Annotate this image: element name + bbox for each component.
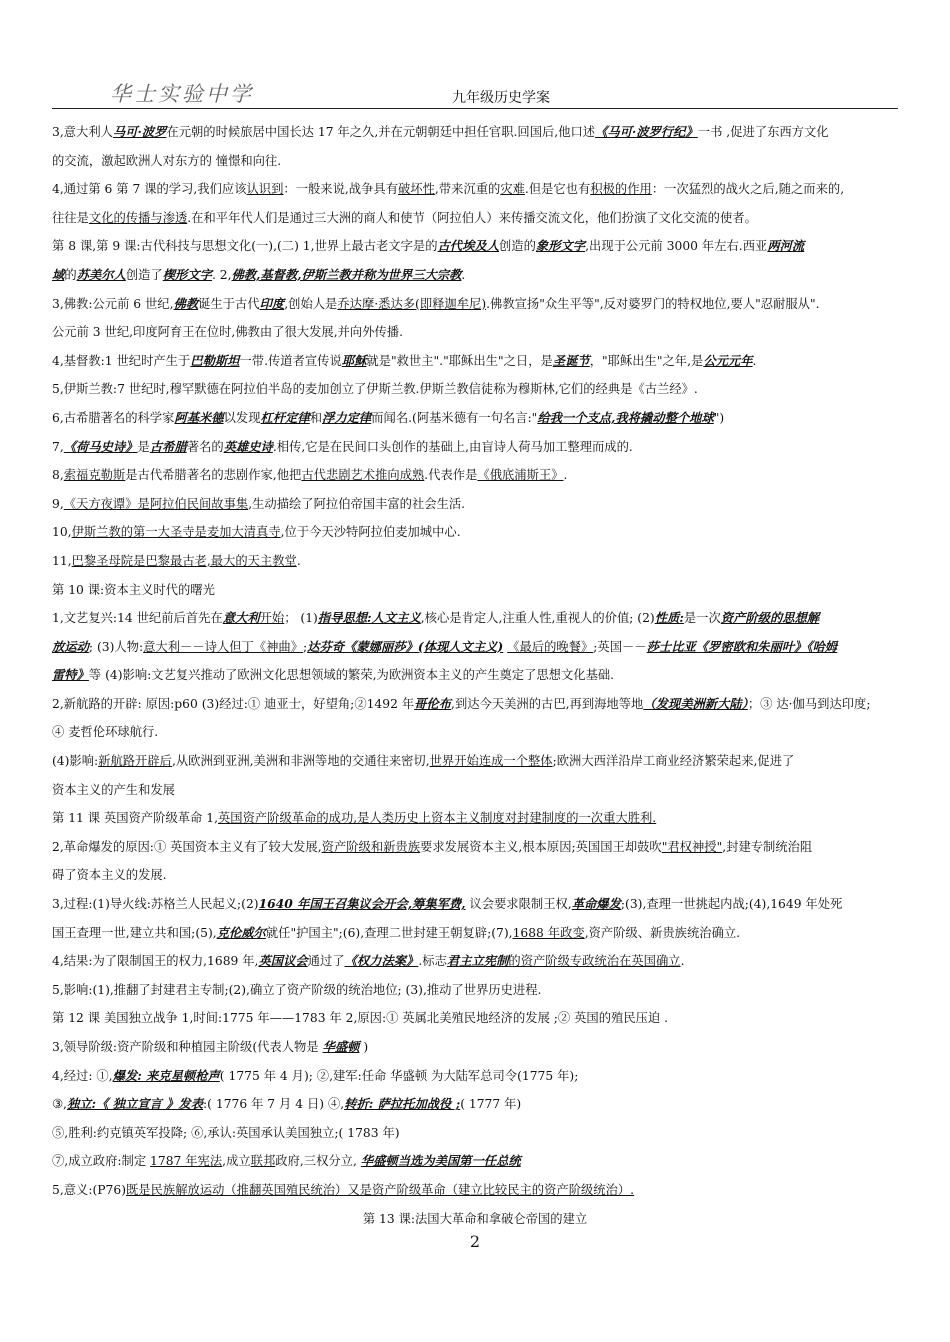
key-term: 华盛顿当选为美国第一任总统 [360,1153,521,1169]
text-segment: 9, [52,496,64,511]
text-line [52,375,898,404]
text-segment: .相传,它是在民间口头创作的基础上,由盲诗人荷马加工整理而成的. [272,439,633,454]
text-segment: 4,结果:为了限制国王的权力,1689 年, [52,954,259,969]
key-term: 杠杆定律 [260,409,310,425]
text-segment: ,位于今天沙特阿拉伯麦加城中心. [280,525,461,540]
text-line [52,1176,898,1205]
text-line [52,690,898,719]
text-segment: 和 [309,410,323,425]
text-segment: ：一般来说,战争具有 [283,182,398,197]
key-term: 英国议会 [258,953,308,969]
text-segment: 4,基督教:1 世纪时产生于 [52,353,191,368]
text-line [52,147,898,176]
text-line [52,232,898,261]
text-segment: 一书 ,促进了东西方文化 [697,125,829,139]
key-term: 古代埃及人 [437,238,499,254]
key-term: 公元元年 [703,352,753,368]
text-line [52,261,898,290]
text-segment: 6,古希腊著名的科学家 [52,410,175,425]
text-segment: ;英国－－ [593,639,647,654]
text-segment: 往往是 [52,210,89,225]
text-line [52,1147,898,1176]
key-term: 《权力法案》 [344,953,419,969]
key-term: 君主立宪制 [446,953,509,969]
text-line [52,290,898,319]
text-segment: 著名的 [186,439,224,454]
text-line [52,861,898,890]
key-term: 爆发: 来克星顿枪声 [112,1067,220,1083]
text-segment: 的交流，激起欧洲人对东方的 憧憬和向往. [52,153,282,168]
key-term: 革命爆发 [571,896,621,912]
text-segment: . [563,468,568,483]
text-segment: . 2, [211,267,232,282]
text-segment: . [461,267,466,282]
key-term: 《荷马史诗》 [63,438,138,454]
text-segment: ⑦,成立政府:制定 [52,1154,151,1169]
underlined-text: 文化的传播与渗透 [88,210,188,225]
text-line [52,718,898,747]
text-line [52,604,898,633]
text-line [52,518,898,547]
text-line [52,433,898,462]
text-segment: ；③ 达·伽马到达印度; [747,696,871,711]
text-segment: ,从欧洲到亚洲,美洲和非洲等地的交通往来密切, [171,754,430,769]
school-logo: 华士实验中学 [110,82,254,106]
underlined-text: 积极的作用 [590,182,652,197]
key-term: 给我一个支点,我将撬动整个地球 [537,409,714,425]
text-segment: ：一次猛烈的战火之后,随之而来的, [651,182,845,197]
text-line [52,204,898,233]
underlined-text: 破坏性 [398,182,435,197]
text-line [52,747,898,776]
key-term: 两河流 [767,238,805,254]
text-segment: 4,通过第 6 第 7 课的学习,我们应该 [52,182,247,197]
key-term: 马可·波罗 [112,124,167,139]
key-term: 意大利 [222,610,260,626]
text-segment: 2,新航路的开辟: 原因:p60 (3)经过:① 迪亚士，好望角;②1492 年 [52,696,415,711]
text-line [52,1205,898,1234]
text-segment: . [680,954,685,969]
text-segment: 一带.传道者宣传说 [239,353,342,368]
underlined-text: 乔达摩·悉达多(即释迦牟尼) [337,296,487,311]
key-term: 佛教 [173,295,199,311]
underlined-text: 意大利－－诗人但丁《神曲》 [143,639,303,654]
text-segment: 5,意义:(P76) [52,1182,126,1197]
text-line [52,633,898,662]
text-segment: 11, [52,553,72,568]
text-line [52,1119,898,1148]
key-term: 放运动 [52,638,89,654]
text-segment: 通过了 [307,954,345,969]
text-segment: :( 1776 年 7 月 4 日) ④, [203,1097,345,1112]
text-segment: 在元朝的时候旅居中国长达 17 年之久,并在元朝朝廷中担任官职.回国后,他口述 [166,125,596,139]
text-segment: 是 [137,439,150,454]
text-line [52,404,898,433]
text-segment: 7, [52,439,64,454]
underlined-text: 《最后的晚餐》 [507,639,594,654]
text-segment: 是一次 [683,611,721,626]
text-segment: ,带来沉重的 [434,182,501,197]
key-term: 达芬奇《蒙娜丽莎》(体现人文主义) [307,638,504,654]
underlined-text: 的资产阶级专政统治在英国确立 [508,954,681,969]
key-term: 性质: [654,610,684,626]
key-term: 苏美尔人 [76,266,126,282]
underlined-text: 灾难 [500,182,525,197]
text-segment: 诞生于古代 [198,296,260,311]
text-segment: ③, [52,1097,67,1112]
underlined-text: 伊斯兰教的第一大圣寺是麦加大清真寺 [71,525,281,540]
text-segment: .在和平年代人们是通过三大洲的商人和使节（阿拉伯人）来传播交流文化，他们扮演了文化交流的使者。 [187,210,757,225]
text-segment: 第 8 课,第 9 课:古代科技与思想文化(一),(二) 1,世界上最古老文字是的 [52,239,438,254]
key-term: 克伦威尔 [216,924,266,940]
text-segment: 第 10 课:资本主义时代的曙光 [52,582,215,597]
text-segment: .佛教宣扬"众生平等",反对婆罗门的特权地位,要人"忍耐服从". [486,296,820,311]
underlined-text: 英国资产阶级革命的成功,是人类历史上资本主义制度对封建制度的一次重大胜利. [217,811,657,826]
underlined-text: "君权神授" [661,839,723,854]
text-line [52,490,898,519]
text-segment: ，"耶稣出生"之年,是 [589,353,704,368]
text-line [52,1033,898,1062]
text-segment: ,资产阶级、新贵族统治确立. [584,925,741,940]
text-segment: .代表作是 [424,468,478,483]
text-line [52,347,898,376]
text-segment: ( 1777 年) [460,1097,522,1112]
text-line [52,776,898,805]
underlined-text: 认识到 [246,182,284,197]
text-segment: ,到达今天美洲的古巴,再到海地等地 [451,696,644,711]
text-segment: ; (3)人物: [88,639,144,654]
text-segment: 3,佛教:公元前 6 世纪, [52,296,174,311]
underlined-text: 资产阶级和新贵族 [321,839,421,854]
page-number: 2 [469,1232,481,1251]
key-term: 转折: 萨拉托加战役 ; [344,1096,461,1112]
text-segment: 第 12 课 美国独立战争 1,时间:1775 年——1783 年 2,原因:① 英属北美殖民地经济的发展 ;② 英国的殖民压迫 . [52,1011,669,1026]
key-term: 佛教,基督教,伊斯兰教并称为世界三大宗教 [231,266,462,282]
text-line [52,947,898,976]
key-term: 域 [52,266,65,282]
text-segment: 第 11 课 英国资产阶级革命 1, [52,811,218,826]
text-segment: 创造了 [125,267,163,282]
text-line [52,461,898,490]
text-segment: ,出现于公元前 3000 年左右.西亚 [585,239,768,254]
underlined-text: 既是民族解放运动（推翻英国殖民统治）又是资产阶级革命（建立比较民主的资产阶级统治）. [126,1182,635,1197]
key-term: 古希腊 [149,438,187,454]
key-term: 雷特》 [52,667,89,683]
text-segment: 1,文艺复兴:14 世纪前后首先在 [52,611,223,626]
underlined-text: 古代悲剧艺术推向成熟 [301,468,425,483]
key-term: 浮力定律 [322,409,372,425]
text-line [52,118,898,147]
text-segment: ") [713,410,725,425]
text-segment: 3,过程:(1)导火线:苏格兰人民起义;(2) [52,897,259,912]
text-segment: ( 1775 年 4 月); ②,建军:任命 华盛顿 为大陆军总司令(1775 年); [219,1068,579,1083]
key-term: 巴勒斯坦 [190,352,240,368]
document-title: 九年级历史学案 [452,90,550,106]
text-segment: . [296,553,301,568]
page-header [52,78,898,109]
text-segment: 要求发展资本主义,根本原因;英国国王却鼓吹 [420,839,662,854]
text-segment: ⑤,胜利:约克镇英军投降; ⑥,承认:英国承认美国独立;( 1783 年) [52,1125,400,1140]
text-segment: 创造的 [499,239,536,254]
text-segment: ;欧洲大西洋沿岸工商业经济繁荣起来,促进了 [552,754,795,769]
underlined-text: 索福克勒斯 [63,468,126,483]
text-segment: 政府,三权分立, [275,1154,361,1169]
underlined-text: 世界开始连成一个整体 [429,754,553,769]
text-segment: ) [359,1040,369,1054]
key-term: 阿基米德 [174,409,224,425]
text-segment: (4)影响: [52,754,99,769]
key-term: 独立:《 独立宣言 》发表 [66,1096,204,1112]
text-line [52,547,898,576]
text-segment: 就任"护国主";(6),查理二世封建王朝复辟;(7), [265,925,513,940]
key-term: 楔形文字 [162,266,212,282]
text-segment: ;(3),查理一世挑起内战;(4),1649 年处死 [620,897,843,912]
text-segment: 的 [64,267,77,282]
text-segment: 以发现 [223,410,261,425]
text-line [52,1004,898,1033]
text-segment: 4,经过: ①, [52,1068,113,1083]
text-line [52,919,898,948]
text-segment: ,核心是肯定人,注重人性,重视人的价值; (2) [420,611,655,626]
section-heading: 第 13 课:法国大革命和拿破仑帝国的建立 [362,1211,588,1226]
text-segment: ,成立 [222,1154,251,1169]
text-line [52,576,898,605]
text-segment: ； (1) [284,611,318,626]
text-segment: 议会要求限制王权, [465,897,572,912]
key-term: 1640 年国王召集议会开会,筹集军费, [258,896,466,912]
text-segment: 资本主义的产生和发展 [52,782,175,797]
text-segment: 是古代希腊著名的悲剧作家,他把 [125,468,302,483]
text-segment: 5,伊斯兰教:7 世纪时,穆罕默德在阿拉伯半岛的麦加创立了伊斯兰教.伊斯兰教信徒称为穆斯林,它们的经典是《古兰经》. [52,382,698,397]
text-line [52,175,898,204]
text-segment: .标志 [418,954,447,969]
key-term: 莎士比亚《罗密欧和朱丽叶》《哈姆 [646,638,838,654]
text-segment: 而闻名.(阿基米德有一句名言:" [371,410,538,425]
key-term: 指导思想:人文主义 [317,610,421,626]
key-term: 资产阶级的思想解 [720,610,820,626]
text-segment: 3,意大利人 [52,125,113,139]
text-segment: 碍了资本主义的发展. [52,868,167,883]
key-term: 华盛顿 [322,1039,360,1054]
text-segment: 等 (4)影响:文艺复兴推动了欧洲文化思想领域的繁荣,为欧洲资本主义的产生奠定了思想文化基础. [88,668,615,683]
text-segment: ,创始人是 [284,296,338,311]
text-segment: .但是它也有 [524,182,591,197]
key-term: 耶稣 [341,352,367,368]
key-term: （发现美洲新大陆） [643,695,748,711]
key-term: 《马可·波罗行纪》 [595,124,698,139]
text-segment: ; [303,639,308,654]
underlined-text: 开始 [259,611,285,626]
key-term: 象形文字 [535,238,586,254]
text-line [52,976,898,1005]
text-segment: 3,领导阶级:资产阶级和种植园主阶级(代表人物是 [52,1040,323,1054]
document-body [52,118,898,1233]
key-term: 英雄史诗 [223,438,273,454]
key-term: 印度 [259,295,285,311]
text-line [52,804,898,833]
underlined-text: 1787 年宪法 [150,1154,223,1169]
text-segment: . [752,353,757,368]
text-segment: ,生动描绘了阿拉伯帝国丰富的社会生活. [248,496,466,511]
text-segment: ④ 麦哲伦环球航行. [52,725,159,740]
underlined-text: 《俄底浦斯王》 [477,468,564,483]
text-segment: 公元前 3 世纪,印度阿育王在位时,佛教由了很大发展,并向外传播. [52,325,403,340]
text-segment: ,封建专制统治阻 [722,839,813,854]
underlined-text: 联邦 [250,1154,276,1169]
key-term: 哥伦布 [414,695,452,711]
underlined-text: 新航路开辟后 [98,754,172,769]
text-segment: 5,影响:(1),推翻了封建君主专制;(2),确立了资产阶级的统治地位; (3),推动了世界历史进程. [52,982,542,997]
text-line [52,1090,898,1119]
text-segment: 10, [52,525,72,540]
underlined-text: 《天方夜谭》是阿拉伯民间故事集 [63,496,249,511]
text-segment: 8, [52,468,64,483]
text-line [52,318,898,347]
underlined-text: 1688 年政变 [512,925,585,940]
key-term: 圣诞节 [552,352,590,368]
text-segment: 国王查理一世,建立共和国;(5), [52,925,217,940]
text-line [52,833,898,862]
text-line [52,890,898,919]
text-segment: 就是"救世主"."耶稣出生"之日，是 [366,353,553,368]
underlined-text: 巴黎圣母院是巴黎最古老,最大的天主教堂 [71,553,297,568]
text-line [52,1062,898,1091]
text-line [52,661,898,690]
text-segment: 2,革命爆发的原因:① 英国资本主义有了较大发展, [52,839,322,854]
